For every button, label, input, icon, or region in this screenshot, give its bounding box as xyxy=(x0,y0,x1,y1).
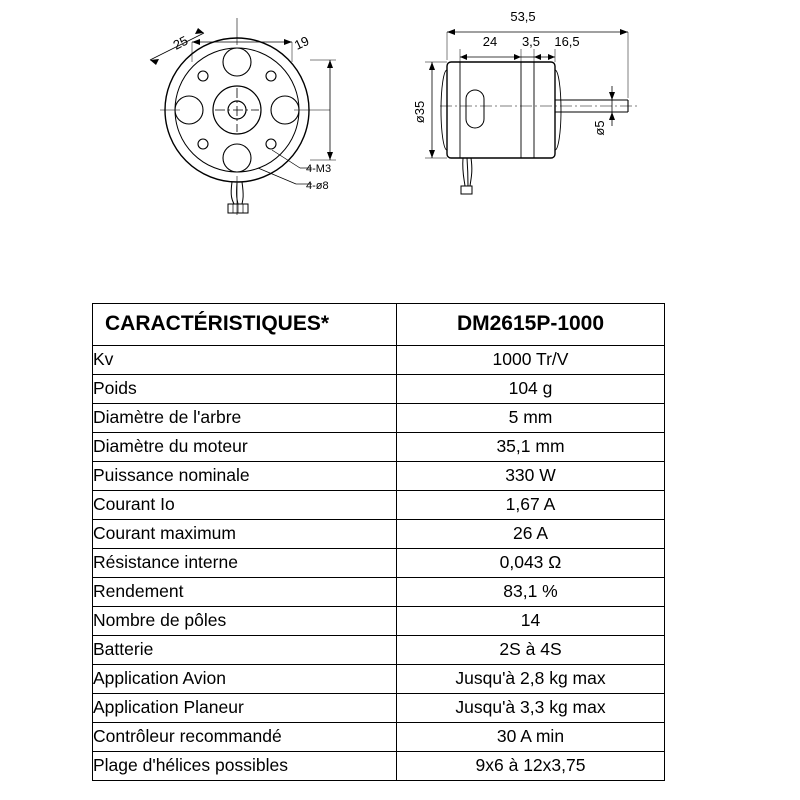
table-row xyxy=(93,404,665,433)
dim-19-label: 19 xyxy=(291,33,312,53)
spec-label: Diamètre du moteur xyxy=(93,433,397,462)
spec-value: 2S à 4S xyxy=(397,636,665,665)
spec-label: Courant maximum xyxy=(93,520,397,549)
table-row xyxy=(93,578,665,607)
table-row xyxy=(93,549,665,578)
spec-value: Jusqu'à 3,3 kg max xyxy=(397,694,665,723)
table-row xyxy=(93,491,665,520)
table-row xyxy=(93,520,665,549)
spec-value: 9x6 à 12x3,75 xyxy=(397,752,665,781)
specifications-table xyxy=(92,303,665,781)
spec-value: 5 mm xyxy=(397,404,665,433)
spec-label: Poids xyxy=(93,375,397,404)
spec-value: 35,1 mm xyxy=(397,433,665,462)
table-row xyxy=(93,375,665,404)
note-m3-label: 4-M3 xyxy=(306,163,332,175)
table-header-row xyxy=(93,304,665,346)
spec-value: 14 xyxy=(397,607,665,636)
specifications-table-container xyxy=(92,303,665,781)
table-row xyxy=(93,694,665,723)
table-row xyxy=(93,346,665,375)
spec-value: 83,1 % xyxy=(397,578,665,607)
spec-label: Nombre de pôles xyxy=(93,607,397,636)
table-row xyxy=(93,665,665,694)
spec-value: 1000 Tr/V xyxy=(397,346,665,375)
spec-value: 26 A xyxy=(397,520,665,549)
spec-label: Plage d'hélices possibles xyxy=(93,752,397,781)
spec-label: Application Avion xyxy=(93,665,397,694)
table-row xyxy=(93,462,665,491)
spec-value: 104 g xyxy=(397,375,665,404)
table-row xyxy=(93,433,665,462)
spec-label: Rendement xyxy=(93,578,397,607)
spec-value: 330 W xyxy=(397,462,665,491)
spec-label: Puissance nominale xyxy=(93,462,397,491)
table-header-label: CARACTÉRISTIQUES* xyxy=(93,304,397,346)
table-row xyxy=(93,607,665,636)
dim-diameter-label: ø35 xyxy=(412,100,427,124)
dim-body-label: 24 xyxy=(482,34,498,49)
dim-shaft-dia-label: ø5 xyxy=(592,120,607,136)
technical-drawings xyxy=(0,0,800,290)
table-header-value: DM2615P-1000 xyxy=(397,304,665,346)
table-row xyxy=(93,752,665,781)
spec-label: Diamètre de l'arbre xyxy=(93,404,397,433)
note-d8-label: 4-ø8 xyxy=(306,180,329,192)
spec-label: Batterie xyxy=(93,636,397,665)
spec-label: Courant Io xyxy=(93,491,397,520)
table-row xyxy=(93,723,665,752)
dim-25-label: 25 xyxy=(170,32,191,53)
spec-label: Application Planeur xyxy=(93,694,397,723)
table-row xyxy=(93,636,665,665)
spec-value: 30 A min xyxy=(397,723,665,752)
dim-shaft-label: 16,5 xyxy=(554,34,580,49)
spec-value: 0,043 Ω xyxy=(397,549,665,578)
spec-value: Jusqu'à 2,8 kg max xyxy=(397,665,665,694)
dim-total-label: 53,5 xyxy=(510,9,536,24)
spec-label: Kv xyxy=(93,346,397,375)
dim-small-label: 3,5 xyxy=(521,34,541,49)
spec-value: 1,67 A xyxy=(397,491,665,520)
spec-label: Résistance interne xyxy=(93,549,397,578)
spec-label: Contrôleur recommandé xyxy=(93,723,397,752)
